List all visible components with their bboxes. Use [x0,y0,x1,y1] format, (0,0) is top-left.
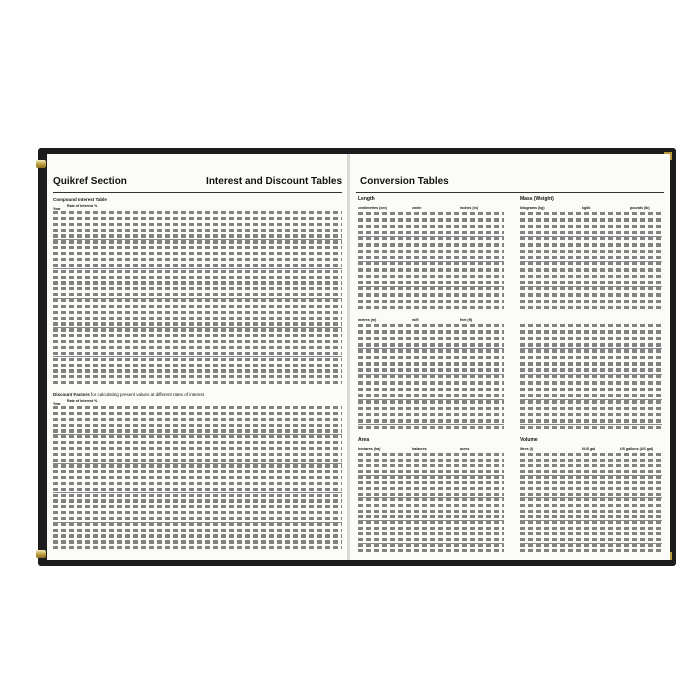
table-row [53,540,342,543]
table-row [53,240,342,243]
table-row [520,521,662,524]
table-row [520,419,662,422]
table-row [520,343,662,346]
table-row [53,511,342,514]
table-row [358,459,504,462]
table-row [53,252,342,255]
table-row [358,218,504,221]
table-row [520,381,662,384]
table-row [53,375,342,378]
table-row [358,293,504,296]
table-row [358,256,504,259]
discount-rate-label: Rate of Interest % [67,399,98,403]
table-row [520,212,662,215]
table-row [520,527,662,530]
table-row [53,299,342,302]
table-row [53,441,342,444]
table-row [358,394,504,397]
table-row [520,476,662,479]
table-row [520,504,662,507]
table-row [520,243,662,246]
length-col-m-ft: m/ft [412,318,419,322]
table-row [53,281,342,284]
table-row [358,453,504,456]
table-row [358,375,504,378]
table-row [358,300,504,303]
table-row [520,487,662,490]
length-table-m [358,324,504,432]
length-col-m: metres (m) [358,318,377,322]
table-row [520,515,662,518]
area-col-ha: hectares (ha) [358,447,381,451]
discount-table-note: for calculating present values at different rates of interest [91,392,205,397]
table-row [520,349,662,352]
table-row [53,328,342,331]
table-row [53,346,342,349]
volume-heading: Volume [520,437,538,443]
table-row [53,223,342,226]
table-row [53,234,342,237]
table-row [53,464,342,467]
right-page [350,154,670,560]
table-row [520,470,662,473]
table-row [520,368,662,371]
mass-col-lb: pounds (lb) [630,206,650,210]
table-row [358,510,504,513]
table-row [358,419,504,422]
table-row [358,349,504,352]
length-table-cm [358,212,504,312]
table-row [53,447,342,450]
table-row [358,237,504,240]
table-row [358,413,504,416]
table-row [53,534,342,537]
table-row [358,268,504,271]
table-row [520,453,662,456]
area-col-ha-acres: ha/acres [412,447,427,451]
table-row [358,504,504,507]
length-col-in: inches (in) [460,206,478,210]
table-row [358,464,504,467]
table-row [358,225,504,228]
volume-table [520,453,662,555]
table-row [520,218,662,221]
table-row [358,356,504,359]
table-row [53,287,342,290]
table-row [53,470,342,473]
table-row [53,418,342,421]
table-row [358,287,504,290]
length-heading: Length [358,196,375,202]
table-row [520,268,662,271]
table-row [53,358,342,361]
table-row [358,538,504,541]
table-row [53,352,342,355]
table-row [53,217,342,220]
table-row [520,459,662,462]
table-row [53,211,342,214]
table-row [358,476,504,479]
table-row [520,532,662,535]
table-row [358,544,504,547]
table-row [53,317,342,320]
table-row [53,381,342,384]
table-row [358,481,504,484]
length-col-cm: centimetres (cm) [358,206,387,210]
table-row [53,364,342,367]
table-row [53,505,342,508]
table-row [520,275,662,278]
length-col-cm-in: cm/in [412,206,422,210]
volume-col-l: litres (l) [520,447,533,451]
volume-col-l-gal: l/US gal [582,447,596,451]
table-row [53,499,342,502]
table-row [358,330,504,333]
table-row [53,334,342,337]
table-row [358,388,504,391]
table-row [358,281,504,284]
table-row [53,424,342,427]
table-row [520,256,662,259]
table-row [358,362,504,365]
table-row [520,510,662,513]
volume-col-gal: US gallons (US gal) [620,447,654,451]
table-row [520,262,662,265]
table-row [358,527,504,530]
table-row [520,426,662,429]
table-row [520,394,662,397]
binder-ring-bottom [36,550,46,558]
mass-table-kg [520,212,662,312]
table-row [53,369,342,372]
table-row [520,481,662,484]
table-row [358,250,504,253]
table-row [53,340,342,343]
table-row [520,281,662,284]
table-row [53,476,342,479]
table-row [520,362,662,365]
table-row [53,529,342,532]
mass-col-kg: kilograms (kg) [520,206,545,210]
table-row [53,523,342,526]
compound-table-heading: Compound Interest Table [53,197,107,202]
table-row [358,324,504,327]
discount-factor-table [53,406,342,552]
discount-table-heading [53,392,204,397]
table-row [53,488,342,491]
table-row [53,546,342,549]
title-rule [53,192,342,193]
table-row [520,300,662,303]
table-row [520,225,662,228]
table-row [520,293,662,296]
table-row [358,470,504,473]
area-heading: Area [358,437,370,443]
table-row [53,305,342,308]
table-row [520,287,662,290]
table-row [358,231,504,234]
section-label: Quikref Section [53,176,127,187]
table-row [358,243,504,246]
table-row [53,494,342,497]
area-col-acres: acres [460,447,470,451]
table-row [53,293,342,296]
table-row [358,262,504,265]
area-table [358,453,504,555]
table-row [53,322,342,325]
table-row [53,517,342,520]
table-row [520,356,662,359]
table-row [358,515,504,518]
table-row [520,400,662,403]
table-row [520,464,662,467]
table-row [358,532,504,535]
title-rule-right [356,192,664,193]
table-row [358,498,504,501]
table-row [53,435,342,438]
table-row [53,459,342,462]
mass-heading: Mass (Weight) [520,196,554,202]
table-row [358,337,504,340]
table-row [520,330,662,333]
table-row [358,381,504,384]
table-row [358,343,504,346]
table-row [520,237,662,240]
table-row [53,412,342,415]
conversion-title: Conversion Tables [360,176,449,187]
table-row [53,246,342,249]
table-row [358,275,504,278]
table-row [53,453,342,456]
table-row [520,549,662,552]
table-row [53,482,342,485]
left-page [47,154,348,560]
table-row [520,413,662,416]
compound-year-label: Year [53,207,61,211]
table-row [520,493,662,496]
mass-col-kg-lb: kg/lb [582,206,591,210]
discount-table-title: Discount Factors [53,392,90,397]
table-row [53,276,342,279]
table-row [520,324,662,327]
table-row [53,264,342,267]
table-row [520,538,662,541]
table-row [520,337,662,340]
table-row [358,487,504,490]
table-row [358,426,504,429]
table-row [53,429,342,432]
table-row [520,306,662,309]
table-row [520,231,662,234]
table-row [53,270,342,273]
table-row [358,549,504,552]
table-row [520,498,662,501]
table-row [520,250,662,253]
mass-table-tonne [520,324,662,432]
table-row [358,306,504,309]
compound-rate-label: Rate of Interest % [67,204,98,208]
table-row [358,212,504,215]
table-row [53,406,342,409]
table-row [520,375,662,378]
page-title: Interest and Discount Tables [206,176,342,187]
table-row [358,407,504,410]
length-col-ft: feet (ft) [460,318,473,322]
table-row [53,311,342,314]
table-row [53,229,342,232]
table-row [520,544,662,547]
table-row [520,407,662,410]
table-row [53,258,342,261]
table-row [358,368,504,371]
table-row [358,493,504,496]
table-row [358,400,504,403]
table-row [358,521,504,524]
compound-interest-table [53,211,342,387]
table-row [520,388,662,391]
binder-ring-top [36,160,46,168]
discount-year-label: Year [53,402,61,406]
